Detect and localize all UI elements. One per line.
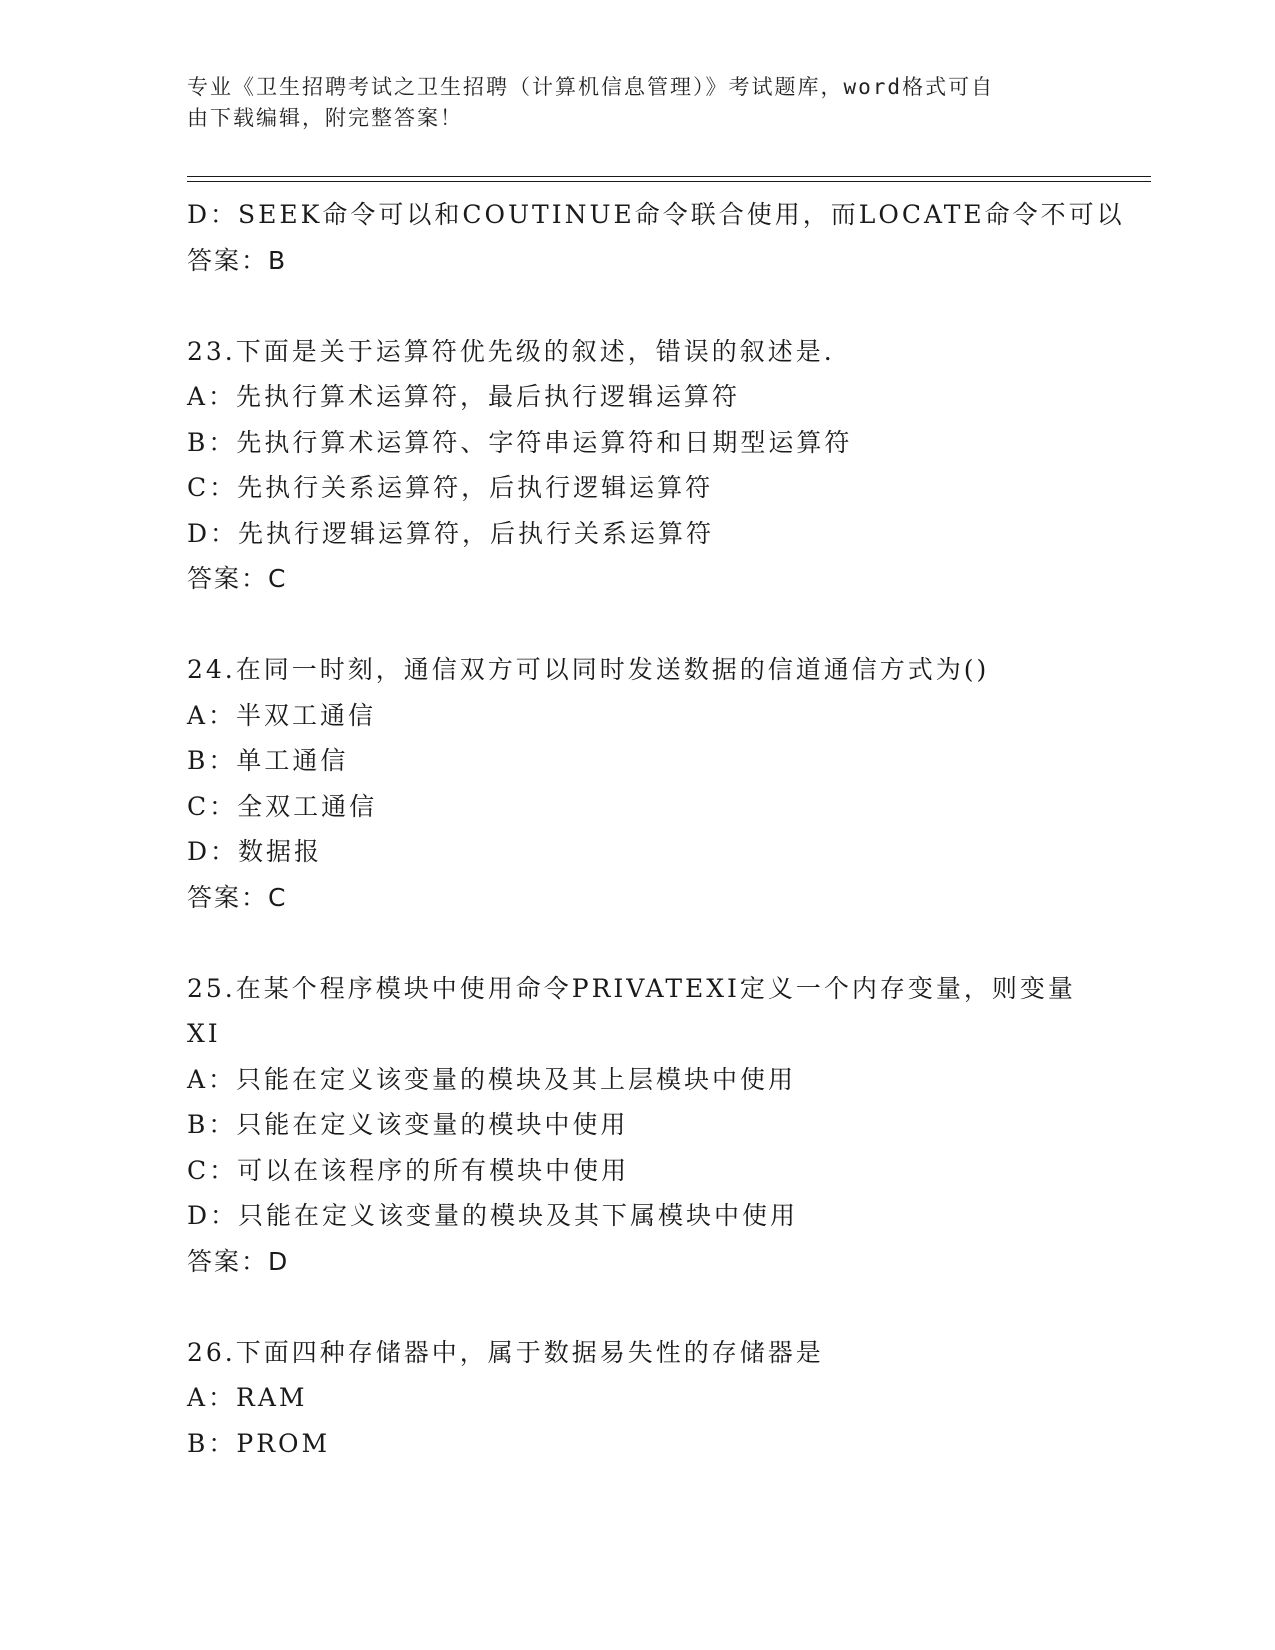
header-rule-bottom [187,181,1151,182]
question-24-option-c: C：全双工通信 [187,791,378,821]
prev-answer: 答案：B [187,245,288,275]
question-24-option-b: B：单工通信 [187,746,349,775]
header-line-1: 专业《卫生招聘考试之卫生招聘（计算机信息管理）》考试题库，word格式可自 [187,75,995,99]
question-25-option-b: B：只能在定义该变量的模块中使用 [187,1110,629,1139]
document-header [187,72,1067,134]
question-25-option-a: A：只能在定义该变量的模块及其上层模块中使用 [187,1064,797,1094]
spacer [187,920,1087,966]
question-26-option-a: A：RAM [187,1383,308,1412]
header-rule-top [187,176,1151,177]
question-26-stem: 26.下面四种存储器中，属于数据易失性的存储器是 [187,1337,824,1367]
prev-option-d: D：SEEK命令可以和COUTINUE命令联合使用，而LOCATE命令不可以 [187,200,1125,229]
spacer [187,1284,1087,1330]
question-25-option-c: C：可以在该程序的所有模块中使用 [187,1155,630,1185]
question-23-option-a: A：先执行算术运算符，最后执行逻辑运算符 [187,382,741,411]
header-line-2: 由下载编辑，附完整答案！ [187,106,463,130]
question-25-stem-line-2: XI [187,1019,221,1048]
spacer [187,283,1087,329]
question-25-option-d: D：只能在定义该变量的模块及其下属模块中使用 [187,1201,799,1230]
question-24-option-a: A：半双工通信 [187,700,377,730]
question-23-option-b: B：先执行算术运算符、字符串运算符和日期型运算符 [187,427,853,457]
question-23-option-c: C：先执行关系运算符，后执行逻辑运算符 [187,473,714,502]
question-25-stem-line-1: 25.在某个程序模块中使用命令PRIVATEXI定义一个内存变量，则变量 [187,973,1076,1003]
question-24-stem: 24.在同一时刻，通信双方可以同时发送数据的信道通信方式为() [187,655,990,684]
question-24-answer: 答案：C [187,882,288,912]
question-content [187,192,1125,1466]
spacer [187,602,1087,648]
question-26-option-b: B：PROM [187,1428,331,1458]
question-23-answer: 答案：C [187,564,288,593]
question-25-answer: 答案：D [187,1246,290,1276]
question-23-stem: 23.下面是关于运算符优先级的叙述，错误的叙述是. [187,336,835,366]
question-23-option-d: D：先执行逻辑运算符，后执行关系运算符 [187,518,715,548]
question-24-option-d: D：数据报 [187,837,323,866]
